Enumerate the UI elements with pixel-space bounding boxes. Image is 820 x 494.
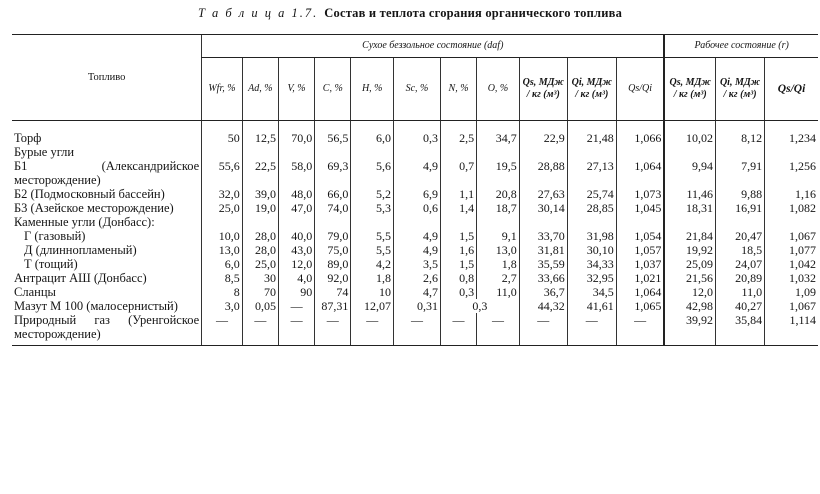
value-cell: 21,48	[567, 121, 616, 146]
value-cell: 22,9	[519, 121, 567, 146]
value-cell: 75,0	[315, 243, 351, 257]
value-cell	[616, 145, 664, 159]
value-cell	[716, 145, 765, 159]
value-cell: 1,6	[440, 243, 476, 257]
value-cell: 22,5	[242, 159, 278, 187]
value-cell	[202, 215, 243, 229]
value-cell: 28,0	[242, 229, 278, 243]
value-cell: —	[278, 313, 314, 346]
fuel-name-cell: Т (тощий)	[24, 257, 78, 271]
value-cell: 90	[278, 285, 314, 299]
fuel-table	[12, 34, 818, 346]
value-cell: 6,9	[394, 187, 441, 201]
value-cell: 35,84	[716, 313, 765, 346]
value-cell: 1,8	[477, 257, 520, 271]
value-cell: 8	[202, 285, 243, 299]
value-cell: —	[394, 313, 441, 346]
value-cell: 89,0	[315, 257, 351, 271]
value-cell: 28,0	[242, 243, 278, 257]
value-cell: 1,066	[616, 121, 664, 146]
value-cell: 1,4	[440, 201, 476, 215]
value-cell: 1,09	[765, 285, 818, 299]
value-cell	[616, 215, 664, 229]
value-cell: 58,0	[278, 159, 314, 187]
value-cell: 5,5	[351, 243, 394, 257]
value-cell	[202, 145, 243, 159]
value-cell: 7,91	[716, 159, 765, 187]
value-cell: 1,256	[765, 159, 818, 187]
value-cell: 1,1	[440, 187, 476, 201]
value-cell	[664, 145, 715, 159]
value-cell	[765, 145, 818, 159]
table-row	[12, 299, 818, 313]
table-row	[12, 271, 818, 285]
value-cell: 70,0	[278, 121, 314, 146]
value-cell: 1,5	[440, 229, 476, 243]
value-cell: 2,6	[394, 271, 441, 285]
value-cell	[477, 145, 520, 159]
value-cell: 21,84	[664, 229, 715, 243]
value-cell: 33,66	[519, 271, 567, 285]
value-cell: 1,114	[765, 313, 818, 346]
table-row	[12, 145, 818, 159]
caption-title: Состав и теплота сгорания органического топлива	[324, 6, 623, 20]
fuel-name-cell: Сланцы	[14, 285, 56, 299]
value-cell: 74,0	[315, 201, 351, 215]
table-row	[12, 215, 818, 229]
value-cell: 34,7	[477, 121, 520, 146]
value-cell: 27,13	[567, 159, 616, 187]
value-cell: 10	[351, 285, 394, 299]
value-cell: 1,064	[616, 159, 664, 187]
fuel-name-cell: Мазут М 100 (малосернистый)	[14, 299, 178, 313]
value-cell: 1,021	[616, 271, 664, 285]
value-cell: 12,5	[242, 121, 278, 146]
header-col-hydrogen: H, %	[351, 58, 394, 121]
fuel-name-cell: Бурые угли	[14, 145, 75, 159]
value-cell: 1,064	[616, 285, 664, 299]
header-fuel: Топливо	[12, 35, 202, 121]
value-cell: 20,8	[477, 187, 520, 201]
header-row-groups	[12, 35, 818, 58]
value-cell: 32,0	[202, 187, 243, 201]
header-col-carbon: C, %	[315, 58, 351, 121]
value-cell: 0,7	[440, 159, 476, 187]
value-cell: 1,042	[765, 257, 818, 271]
value-cell: 33,70	[519, 229, 567, 243]
value-cell	[440, 145, 476, 159]
value-cell: 0,3	[440, 299, 519, 313]
value-cell: —	[477, 313, 520, 346]
value-cell: 74	[315, 285, 351, 299]
fuel-name-cell: Д (длиннопламеный)	[24, 243, 137, 257]
fuel-name-cell: Каменные угли (Донбасс):	[14, 215, 155, 229]
value-cell: 21,56	[664, 271, 715, 285]
value-cell: 41,61	[567, 299, 616, 313]
value-cell: 0,31	[394, 299, 441, 313]
header-col-qi-work: Qi, МДж / кг (м³)	[716, 58, 765, 121]
value-cell: 3,5	[394, 257, 441, 271]
fuel-name-cell: Б3 (Азейское месторождение)	[14, 201, 174, 215]
value-cell: 8,12	[716, 121, 765, 146]
value-cell: 10,02	[664, 121, 715, 146]
value-cell	[440, 215, 476, 229]
value-cell: 24,07	[716, 257, 765, 271]
value-cell: 92,0	[315, 271, 351, 285]
value-cell: 1,045	[616, 201, 664, 215]
header-group-dry: Сухое беззольное состояние (daf)	[202, 35, 665, 58]
value-cell: 5,6	[351, 159, 394, 187]
value-cell	[351, 145, 394, 159]
value-cell: 13,0	[477, 243, 520, 257]
table-body	[12, 121, 818, 346]
value-cell	[351, 215, 394, 229]
table-row	[12, 121, 818, 146]
value-cell: 11,0	[477, 285, 520, 299]
caption-label: Т а б л и ц а 1.7.	[197, 6, 319, 20]
value-cell: —	[440, 313, 476, 346]
value-cell: —	[351, 313, 394, 346]
value-cell: 1,234	[765, 121, 818, 146]
value-cell: 6,0	[202, 257, 243, 271]
value-cell	[716, 215, 765, 229]
value-cell: 28,88	[519, 159, 567, 187]
value-cell: 1,5	[440, 257, 476, 271]
value-cell: 4,2	[351, 257, 394, 271]
value-cell: 1,065	[616, 299, 664, 313]
value-cell: —	[202, 313, 243, 346]
value-cell: 6,0	[351, 121, 394, 146]
value-cell: 12,0	[664, 285, 715, 299]
value-cell: 30,10	[567, 243, 616, 257]
value-cell: 5,2	[351, 187, 394, 201]
value-cell: —	[315, 313, 351, 346]
table-row	[12, 229, 818, 243]
value-cell: 40,0	[278, 229, 314, 243]
value-cell: 36,7	[519, 285, 567, 299]
value-cell: 1,8	[351, 271, 394, 285]
table-row	[12, 257, 818, 271]
value-cell	[477, 215, 520, 229]
header-col-ratio-work: Qs/Qi	[765, 58, 818, 121]
value-cell	[242, 145, 278, 159]
value-cell: 79,0	[315, 229, 351, 243]
fuel-name-cell: Природный газ (Уренгойское месторождение)	[12, 313, 202, 346]
table-row	[12, 201, 818, 215]
value-cell: —	[242, 313, 278, 346]
value-cell: 19,5	[477, 159, 520, 187]
value-cell	[242, 215, 278, 229]
value-cell: 1,067	[765, 299, 818, 313]
header-col-volatile: V, %	[278, 58, 314, 121]
fuel-name-cell: Г (газовый)	[24, 229, 86, 243]
value-cell: 0,6	[394, 201, 441, 215]
value-cell: 5,5	[351, 229, 394, 243]
value-cell: 2,7	[477, 271, 520, 285]
value-cell	[567, 215, 616, 229]
value-cell: 10,0	[202, 229, 243, 243]
value-cell: 70	[242, 285, 278, 299]
value-cell	[664, 215, 715, 229]
value-cell: 11,46	[664, 187, 715, 201]
value-cell: 4,9	[394, 243, 441, 257]
header-col-oxygen: O, %	[477, 58, 520, 121]
value-cell: 47,0	[278, 201, 314, 215]
value-cell	[394, 215, 441, 229]
header-col-ash: Ad, %	[242, 58, 278, 121]
value-cell: 69,3	[315, 159, 351, 187]
value-cell: 16,91	[716, 201, 765, 215]
value-cell: 0,05	[242, 299, 278, 313]
value-cell: 30	[242, 271, 278, 285]
table-row	[12, 187, 818, 201]
value-cell: 2,5	[440, 121, 476, 146]
table-caption	[0, 6, 820, 21]
value-cell	[278, 145, 314, 159]
value-cell: 30,14	[519, 201, 567, 215]
value-cell: 4,9	[394, 159, 441, 187]
value-cell: 27,63	[519, 187, 567, 201]
value-cell: 18,31	[664, 201, 715, 215]
value-cell: 9,94	[664, 159, 715, 187]
value-cell: 43,0	[278, 243, 314, 257]
value-cell	[278, 215, 314, 229]
value-cell: 5,3	[351, 201, 394, 215]
header-col-qs-dry: Qs, МДж / кг (м³)	[519, 58, 567, 121]
value-cell: 25,0	[242, 257, 278, 271]
value-cell: 44,32	[519, 299, 567, 313]
value-cell: 1,032	[765, 271, 818, 285]
value-cell: 31,81	[519, 243, 567, 257]
value-cell: 18,5	[716, 243, 765, 257]
table-row	[12, 285, 818, 299]
value-cell: —	[519, 313, 567, 346]
value-cell: 56,5	[315, 121, 351, 146]
value-cell	[519, 145, 567, 159]
value-cell: 0,3	[394, 121, 441, 146]
value-cell: 4,9	[394, 229, 441, 243]
value-cell: 87,31	[315, 299, 351, 313]
value-cell: 32,95	[567, 271, 616, 285]
header-col-qs-work: Qs, МДж / кг (м³)	[664, 58, 715, 121]
value-cell	[519, 215, 567, 229]
value-cell	[567, 145, 616, 159]
value-cell: 1,057	[616, 243, 664, 257]
value-cell: 1,16	[765, 187, 818, 201]
value-cell: 39,92	[664, 313, 715, 346]
value-cell: 1,037	[616, 257, 664, 271]
header-col-sulfur: Sc, %	[394, 58, 441, 121]
value-cell: 31,98	[567, 229, 616, 243]
value-cell: 34,5	[567, 285, 616, 299]
value-cell: 39,0	[242, 187, 278, 201]
value-cell: 9,1	[477, 229, 520, 243]
header-group-work: Рабочее состояние (r)	[664, 35, 818, 58]
value-cell: 1,082	[765, 201, 818, 215]
value-cell: 11,0	[716, 285, 765, 299]
value-cell: 1,073	[616, 187, 664, 201]
value-cell: 25,09	[664, 257, 715, 271]
header-col-ratio-dry: Qs/Qi	[616, 58, 664, 121]
value-cell: 40,27	[716, 299, 765, 313]
table-row	[12, 313, 818, 346]
value-cell: 4,7	[394, 285, 441, 299]
value-cell: 19,0	[242, 201, 278, 215]
value-cell: 35,59	[519, 257, 567, 271]
value-cell	[315, 215, 351, 229]
value-cell: 4,0	[278, 271, 314, 285]
fuel-name-cell: Б1 (Александрийское месторождение)	[14, 159, 200, 187]
value-cell: 20,47	[716, 229, 765, 243]
header-col-qi-dry: Qi, МДж / кг (м³)	[567, 58, 616, 121]
value-cell: 3,0	[202, 299, 243, 313]
value-cell: 1,077	[765, 243, 818, 257]
value-cell: —	[616, 313, 664, 346]
value-cell: 25,0	[202, 201, 243, 215]
value-cell: 8,5	[202, 271, 243, 285]
fuel-name-cell: Антрацит АШ (Донбасс)	[14, 271, 147, 285]
value-cell: 55,6	[202, 159, 243, 187]
value-cell: 20,89	[716, 271, 765, 285]
value-cell: 19,92	[664, 243, 715, 257]
value-cell: 1,067	[765, 229, 818, 243]
value-cell: 12,07	[351, 299, 394, 313]
header-col-moisture: Wfr, %	[202, 58, 243, 121]
fuel-name-cell: Торф	[14, 131, 42, 145]
value-cell: 66,0	[315, 187, 351, 201]
table-row	[12, 159, 818, 187]
value-cell	[315, 145, 351, 159]
table-row	[12, 243, 818, 257]
value-cell: 28,85	[567, 201, 616, 215]
value-cell: 12,0	[278, 257, 314, 271]
value-cell: —	[567, 313, 616, 346]
fuel-name-cell: Б2 (Подмосковный бассейн)	[14, 187, 165, 201]
value-cell: —	[278, 299, 314, 313]
value-cell: 48,0	[278, 187, 314, 201]
value-cell: 34,33	[567, 257, 616, 271]
value-cell: 18,7	[477, 201, 520, 215]
value-cell: 1,054	[616, 229, 664, 243]
value-cell: 50	[202, 121, 243, 146]
value-cell: 0,8	[440, 271, 476, 285]
value-cell: 9,88	[716, 187, 765, 201]
value-cell	[394, 145, 441, 159]
value-cell: 13,0	[202, 243, 243, 257]
value-cell: 42,98	[664, 299, 715, 313]
value-cell	[765, 215, 818, 229]
header-col-nitrogen: N, %	[440, 58, 476, 121]
value-cell: 0,3	[440, 285, 476, 299]
value-cell: 25,74	[567, 187, 616, 201]
